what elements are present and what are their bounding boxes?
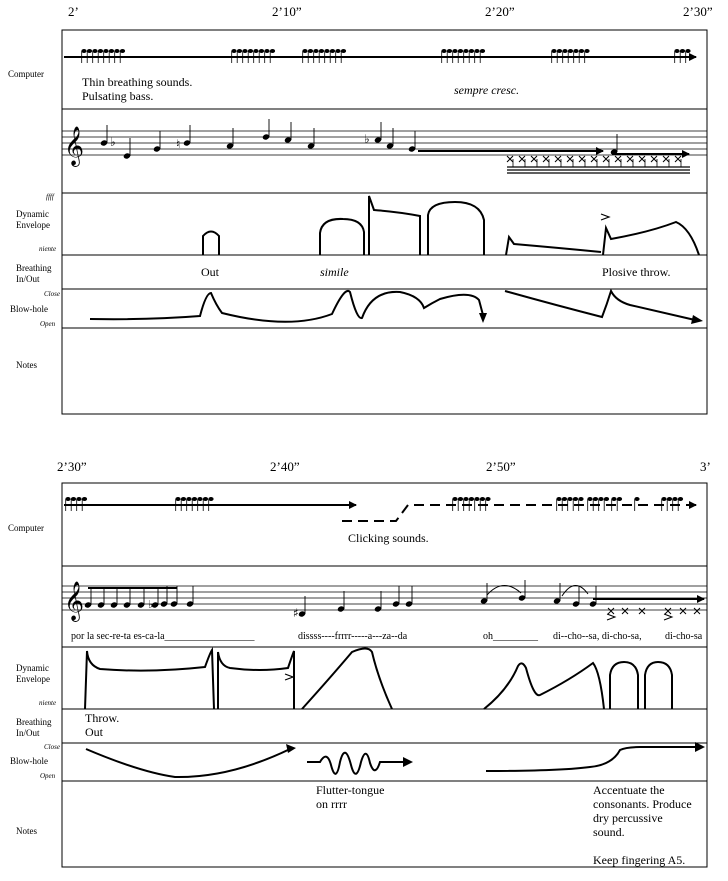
pulse-note (661, 497, 666, 501)
time-marker-1: 2’ (68, 4, 79, 19)
lyric-4: di--cho--sa, di-cho-sa, (553, 631, 642, 642)
dynamic-row-label-1: Dynamic (16, 209, 49, 219)
pulse-note (441, 49, 446, 53)
x-notehead (680, 608, 686, 614)
pulse-note (319, 49, 324, 53)
pulse-note (593, 497, 598, 501)
lyric-1: por la sec-re-ta es-ca-la__________________ (71, 631, 255, 642)
x-notehead (627, 156, 633, 162)
x-notehead (567, 156, 573, 162)
x-beams-1 (507, 167, 690, 173)
accent-mark-1 (601, 214, 609, 220)
x-notehead (519, 156, 525, 162)
pulse-note (617, 497, 622, 501)
pulse-note (242, 49, 247, 53)
blowhole-arrow-2 (691, 315, 703, 324)
accent-note-1: Accentuate the (593, 783, 665, 797)
x-notehead (543, 156, 549, 162)
dynamic-envelope-2 (85, 649, 672, 710)
accent-mark-2 (285, 674, 293, 680)
pulse-note (598, 497, 603, 501)
natural-sign: ♮ (176, 137, 181, 151)
flutter-note-2: on rrrr (316, 797, 347, 811)
slur-1 (487, 585, 521, 595)
dynamic-row-label-2: Envelope (16, 220, 50, 230)
pulse-note (71, 497, 76, 501)
sharp-sign: ♯ (293, 606, 299, 620)
pulse-note (186, 497, 191, 501)
pulse-note (604, 497, 609, 501)
pulse-note (469, 49, 474, 53)
staff1-notes (100, 119, 618, 160)
pulse-note (270, 49, 275, 53)
breathing-row-label-3: Breathing (16, 717, 52, 727)
breathing-row-label-1: Breathing (16, 263, 52, 273)
flutter-note-1: Flutter-tongue (316, 783, 385, 797)
computer-row-label-2: Computer (8, 523, 44, 533)
pulse-note (672, 497, 677, 501)
accent-note-3: dry percussive (593, 811, 663, 825)
lyric-3: oh_________ (483, 631, 538, 642)
pulse-note (341, 49, 346, 53)
pulse-note (678, 497, 683, 501)
pulse-note (680, 49, 685, 53)
x-notehead (694, 608, 700, 614)
pulse-note (685, 49, 690, 53)
notes-row-label: Notes (16, 360, 37, 370)
pulse-note (237, 49, 242, 53)
pulse-note (120, 49, 125, 53)
pulse-note (573, 49, 578, 53)
computer-text-line-1: Thin breathing sounds. (82, 75, 193, 89)
pulse-note (463, 497, 468, 501)
dashed-transition (342, 505, 696, 521)
breath-out-text: Out (201, 265, 219, 279)
pulse-note (181, 497, 186, 501)
pulse-note (611, 497, 616, 501)
pulse-note (674, 49, 679, 53)
x-notehead (651, 156, 657, 162)
pulse-note (667, 497, 672, 501)
pulse-note (76, 497, 81, 501)
dynamic-bottom-marking: niente (39, 245, 57, 253)
pulse-note (474, 49, 479, 53)
pulse-note (562, 49, 567, 53)
pulse-note (556, 497, 561, 501)
pulse-note (324, 49, 329, 53)
blowhole-close-label: Close (44, 290, 60, 298)
pulse-note (551, 49, 556, 53)
treble-clef-2: 𝄞 (64, 581, 85, 621)
pulse-note (98, 49, 103, 53)
pulse-note (203, 497, 208, 501)
pulse-note (302, 49, 307, 53)
computer-marking: sempre cresc. (454, 83, 520, 97)
pulse-note (562, 497, 567, 501)
dynamic-row-label-3: Dynamic (16, 663, 49, 673)
pulse-note (103, 49, 108, 53)
time-marker-6: 2’40” (270, 459, 300, 474)
blowhole-row-label: Blow-hole (10, 304, 48, 314)
pulse-note (175, 497, 180, 501)
dynamic-envelope-1 (203, 196, 699, 255)
blowhole-curve-2 (86, 747, 697, 777)
x-notehead (639, 156, 645, 162)
accent-mark (607, 614, 615, 620)
blowhole-open-label-2: Open (40, 772, 56, 780)
breath-simile-text: simile (320, 265, 349, 279)
time-marker-5: 2’30” (57, 459, 87, 474)
pulse-note (452, 497, 457, 501)
dynamic-top-marking: ffff (46, 193, 54, 201)
pulse-note (452, 49, 457, 53)
pulse-note (208, 497, 213, 501)
fingering-note: Keep fingering A5. (593, 853, 686, 867)
flat-sign: ♭ (364, 132, 370, 146)
x-notehead (665, 608, 671, 614)
pulse-note (480, 49, 485, 53)
pulse-note (474, 497, 479, 501)
pulse-note (192, 497, 197, 501)
pulse-note (231, 49, 236, 53)
pulse-note (114, 49, 119, 53)
pulse-note (469, 497, 474, 501)
accent-mark (664, 614, 672, 620)
accent-note-4: sound. (593, 825, 625, 839)
staff-1 (62, 131, 707, 155)
computer-row-label: Computer (8, 69, 44, 79)
pulse-note (87, 49, 92, 53)
x-notehead (555, 156, 561, 162)
x-notehead (608, 608, 614, 614)
blowhole-close-label-2: Close (44, 743, 60, 751)
pulse-note (259, 49, 264, 53)
pulse-note (463, 49, 468, 53)
x-notehead (615, 156, 621, 162)
pulse-note (634, 497, 639, 501)
pulse-note (458, 49, 463, 53)
pulse-note (82, 497, 87, 501)
dynamic-row-label-4: Envelope (16, 674, 50, 684)
blowhole-arrow-3 (286, 744, 296, 753)
pulse-note (567, 497, 572, 501)
blowhole-curve-1 (90, 291, 695, 322)
pulse-note (81, 49, 86, 53)
x-notehead (663, 156, 669, 162)
percussive-x-notes (507, 156, 681, 167)
blowhole-open-label: Open (40, 320, 56, 328)
time-marker-7: 2’50” (486, 459, 516, 474)
system1-frame (62, 30, 707, 414)
pulse-note (197, 497, 202, 501)
pulse-note (587, 497, 592, 501)
blowhole-row-label-2: Blow-hole (10, 756, 48, 766)
time-marker-4: 2’30” (683, 4, 713, 19)
pulse-note (480, 497, 485, 501)
pulse-note (253, 49, 258, 53)
flat-sign: ♭ (110, 135, 116, 149)
x-notehead (603, 156, 609, 162)
x-notehead (591, 156, 597, 162)
time-marker-2: 2’10” (272, 4, 302, 19)
x-notehead (639, 608, 645, 614)
x-notehead (675, 156, 681, 162)
dynamic-bottom-marking-2: niente (39, 699, 57, 707)
pulse-note (330, 49, 335, 53)
pulse-note (65, 497, 70, 501)
lyric-5: di-cho-sa (665, 631, 703, 642)
pulse-note (584, 49, 589, 53)
pulse-note (579, 49, 584, 53)
accent-note-2: consonants. Produce (593, 797, 692, 811)
pulse-note (92, 49, 97, 53)
pulse-note (458, 497, 463, 501)
pulse-note (313, 49, 318, 53)
pulse-note (568, 49, 573, 53)
pulse-note (109, 49, 114, 53)
x-notehead (622, 608, 628, 614)
time-marker-8: 3’ (700, 459, 711, 474)
pulse-note (578, 497, 583, 501)
x-notehead (507, 156, 513, 162)
pulse-note (557, 49, 562, 53)
flat-sign: ♭ (148, 598, 154, 611)
pulse-note (264, 49, 269, 53)
time-marker-3: 2’20” (485, 4, 515, 19)
slur-2 (562, 585, 588, 596)
breath-throw-text: Throw. (85, 711, 120, 725)
breathing-row-label-4: In/Out (16, 728, 40, 738)
computer-text-line-2: Pulsating bass. (82, 89, 154, 103)
x-notehead (531, 156, 537, 162)
lyric-2: dissss----frrrr-----a---za--da (298, 631, 408, 642)
treble-clef-1: 𝄞 (64, 126, 85, 166)
notes-row-label-2: Notes (16, 826, 37, 836)
x-notehead (579, 156, 585, 162)
blowhole-arrow-4 (403, 757, 413, 767)
breath-plosive-text: Plosive throw. (602, 265, 671, 279)
pulse-note (308, 49, 313, 53)
pulse-note (335, 49, 340, 53)
pulse-note (573, 497, 578, 501)
breathing-row-label-2: In/Out (16, 274, 40, 284)
pulse-note (447, 49, 452, 53)
clicking-sounds-text: Clicking sounds. (348, 531, 429, 545)
pulse-note (485, 497, 490, 501)
pulse-note (248, 49, 253, 53)
breath-out-text-2: Out (85, 725, 103, 739)
blowhole-arrow-1 (479, 313, 487, 323)
